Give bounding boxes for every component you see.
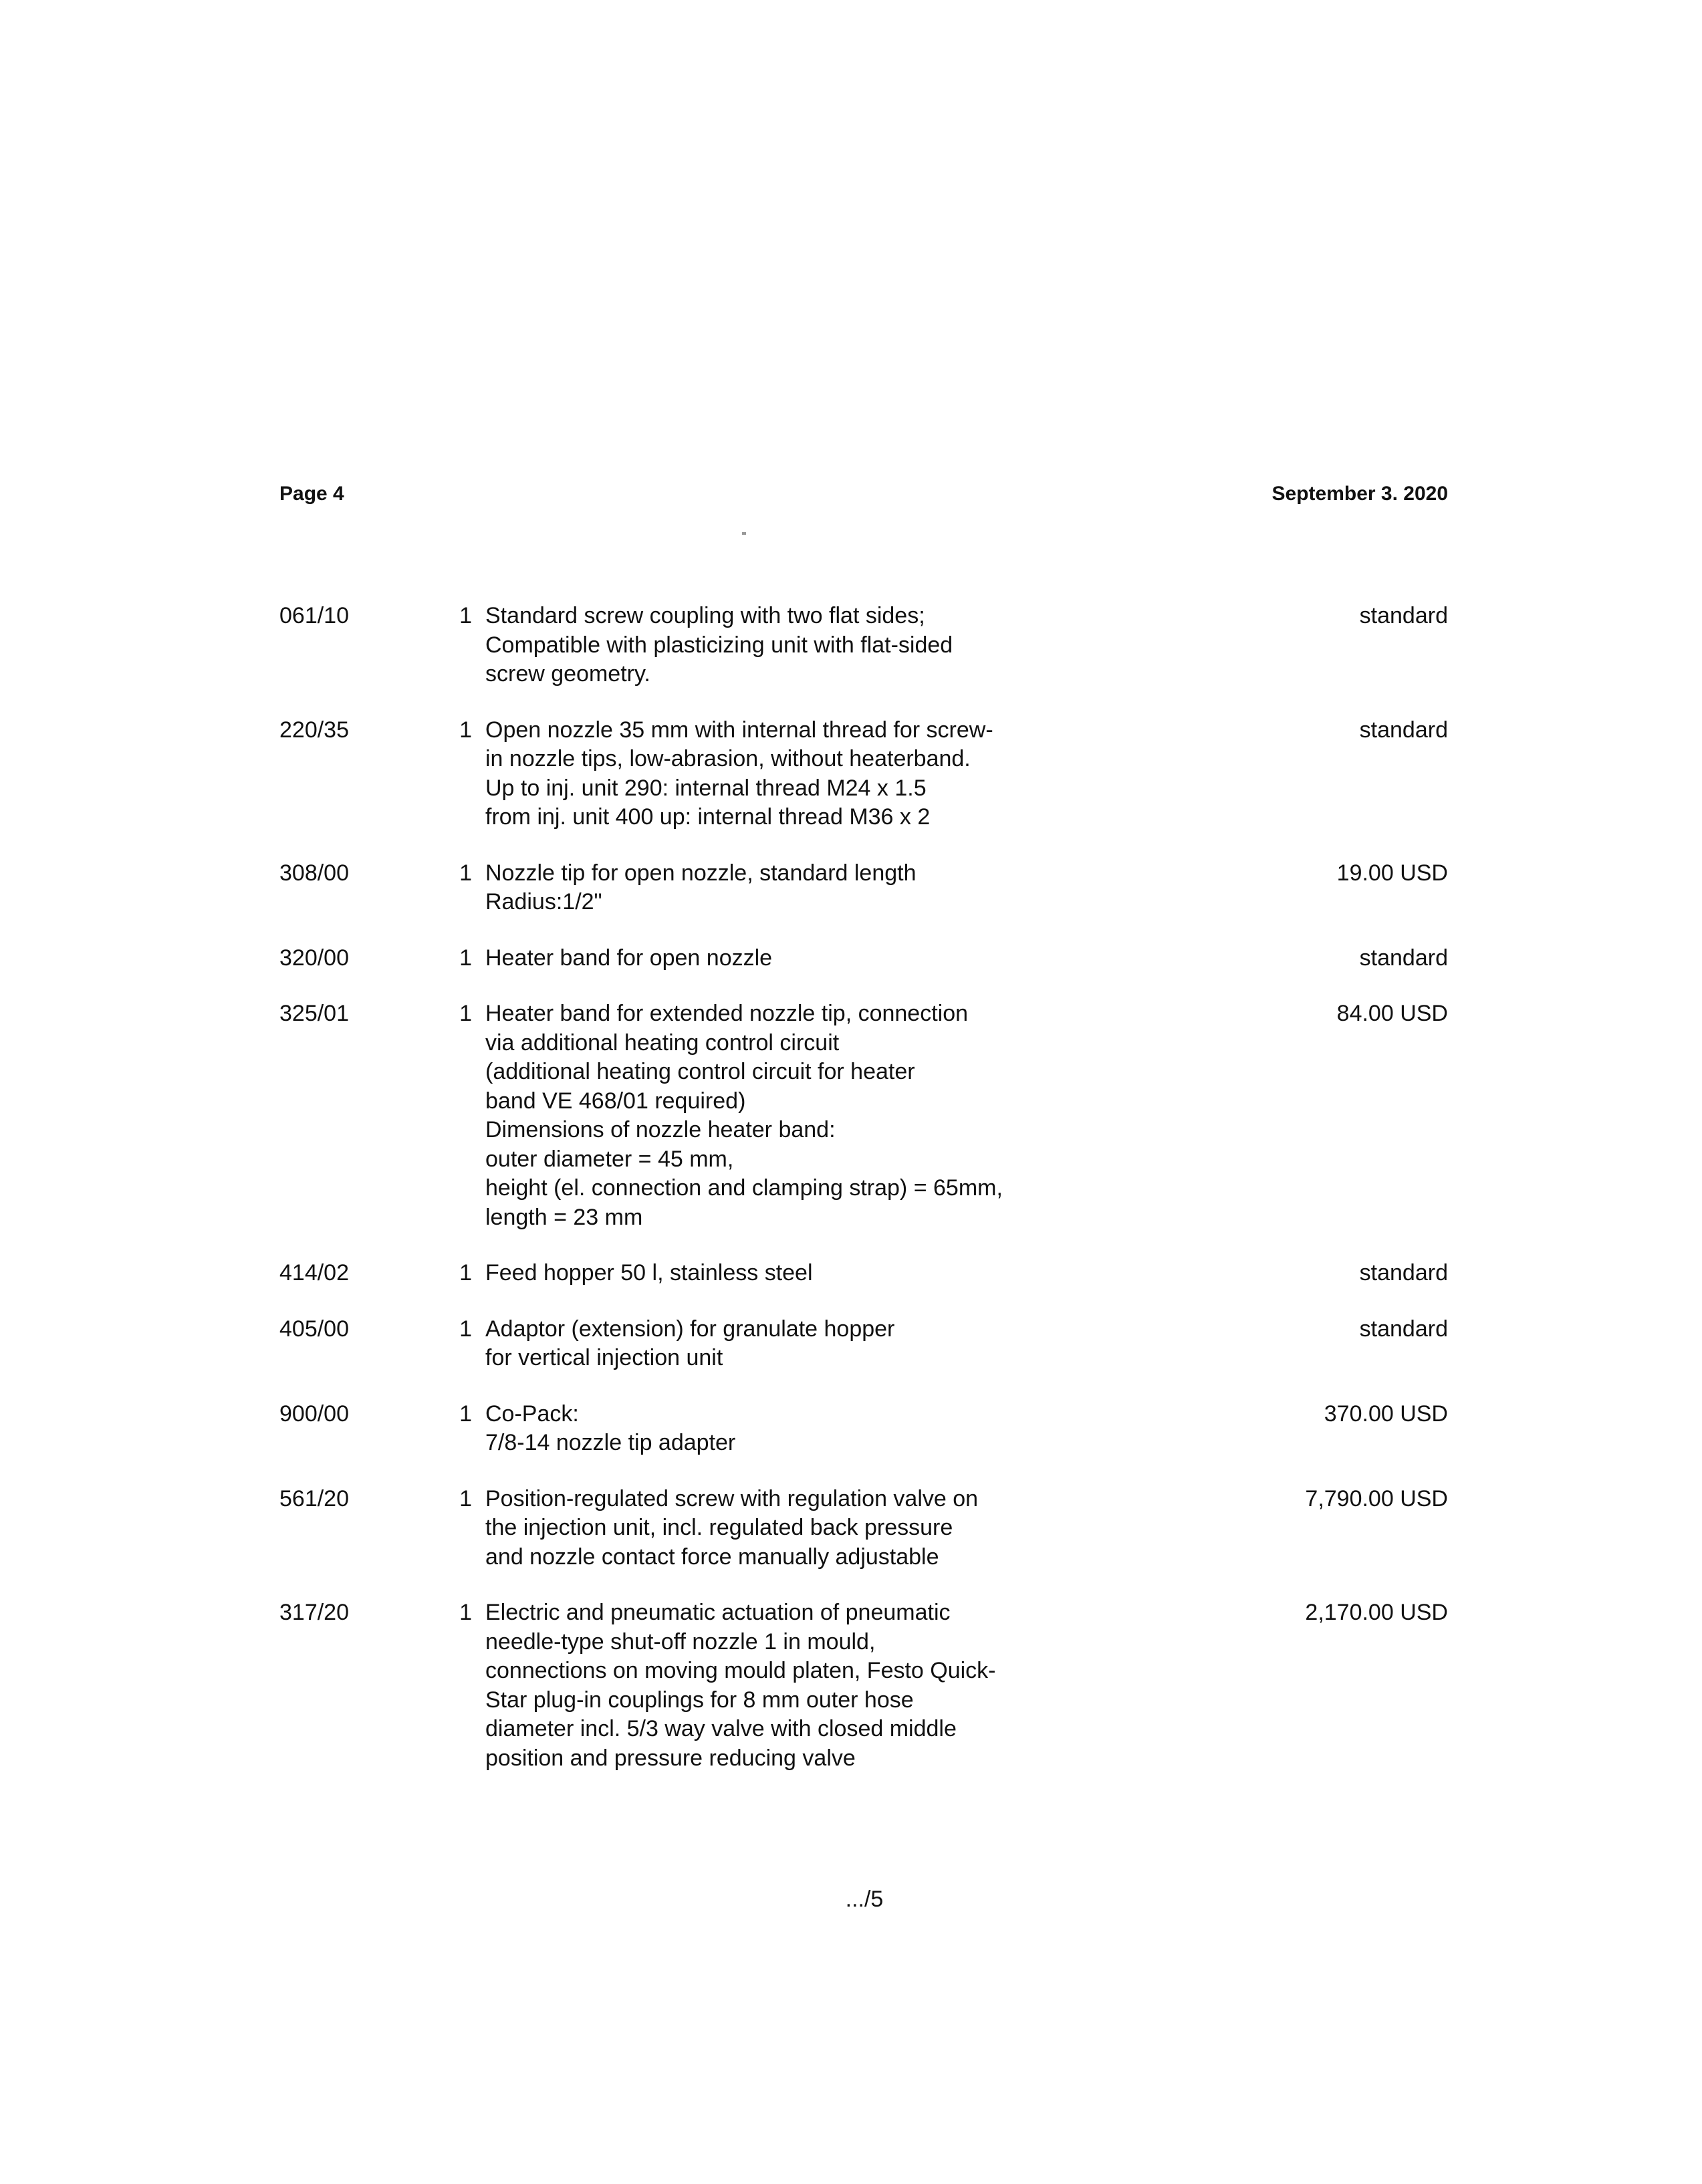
- item-price: standard: [1359, 1260, 1448, 1286]
- item-description: [485, 999, 1074, 1232]
- item-quantity: 1: [459, 860, 472, 886]
- description-line: from inj. unit 400 up: internal thread M36 x 2: [485, 804, 931, 830]
- line-items-list: [279, 602, 1448, 1773]
- item-price: 370.00 USD: [1324, 1401, 1448, 1427]
- description-line: in nozzle tips, low-abrasion, without heaterband.: [485, 746, 971, 771]
- description-line: Dimensions of nozzle heater band:: [485, 1117, 836, 1142]
- description-line: Star plug-in couplings for 8 mm outer hose: [485, 1687, 914, 1713]
- item-price: 2,170.00 USD: [1305, 1600, 1448, 1625]
- item-price: standard: [1359, 945, 1448, 971]
- description-line: Open nozzle 35 mm with internal thread for screw-: [485, 717, 993, 743]
- item-quantity: 1: [459, 1485, 472, 1511]
- description-line: Co-Pack:: [485, 1401, 579, 1427]
- item-quantity: 1: [459, 945, 472, 971]
- item-price: 84.00 USD: [1336, 1001, 1448, 1026]
- item-description: [485, 1485, 1074, 1572]
- description-line: band VE 468/01 required): [485, 1088, 746, 1114]
- item-code: 414/02: [279, 1260, 349, 1286]
- item-description: [485, 1315, 1074, 1373]
- description-line: Standard screw coupling with two flat sides;: [485, 603, 925, 628]
- description-line: (additional heating control circuit for heater: [485, 1059, 915, 1084]
- description-line: Electric and pneumatic actuation of pneumatic: [485, 1600, 951, 1625]
- item-price: 7,790.00 USD: [1305, 1485, 1448, 1511]
- line-item: [279, 1400, 1448, 1458]
- item-quantity: 1: [459, 1401, 472, 1427]
- line-item: [279, 1485, 1448, 1572]
- item-code: 900/00: [279, 1401, 349, 1427]
- line-item: [279, 859, 1448, 917]
- description-line: Heater band for open nozzle: [485, 945, 773, 971]
- item-quantity: 1: [459, 1001, 472, 1026]
- item-description: [485, 944, 1074, 973]
- description-line: height (el. connection and clamping strap) = 65mm,: [485, 1175, 1003, 1201]
- continuation-marker: .../5: [845, 1887, 884, 1912]
- item-quantity: 1: [459, 1316, 472, 1342]
- line-item: [279, 1315, 1448, 1373]
- item-code: 320/00: [279, 945, 349, 971]
- description-line: diameter incl. 5/3 way valve with closed middle: [485, 1716, 957, 1741]
- description-line: for vertical injection unit: [485, 1345, 723, 1370]
- item-description: [485, 1400, 1074, 1458]
- item-code: 220/35: [279, 717, 349, 743]
- item-price: 19.00 USD: [1336, 860, 1448, 886]
- item-price: standard: [1359, 603, 1448, 628]
- line-item: [279, 999, 1448, 1232]
- description-line: Adaptor (extension) for granulate hopper: [485, 1316, 895, 1342]
- item-quantity: 1: [459, 1260, 472, 1286]
- item-code: 317/20: [279, 1600, 349, 1625]
- description-line: Up to inj. unit 290: internal thread M24 x 1.5: [485, 775, 927, 801]
- line-item: [279, 1259, 1448, 1288]
- item-price: standard: [1359, 1316, 1448, 1342]
- item-quantity: 1: [459, 603, 472, 628]
- item-code: 405/00: [279, 1316, 349, 1342]
- scan-speck: [742, 532, 746, 535]
- description-line: screw geometry.: [485, 661, 650, 687]
- description-line: connections on moving mould platen, Festo Quick-: [485, 1658, 996, 1683]
- description-line: Compatible with plasticizing unit with flat-sided: [485, 632, 953, 658]
- description-line: Radius:1/2": [485, 889, 602, 915]
- line-item: [279, 602, 1448, 689]
- page-number: Page 4: [279, 483, 344, 505]
- description-line: Nozzle tip for open nozzle, standard length: [485, 860, 917, 886]
- item-description: [485, 602, 1074, 689]
- description-line: position and pressure reducing valve: [485, 1745, 856, 1771]
- description-line: via additional heating control circuit: [485, 1029, 840, 1056]
- item-quantity: 1: [459, 1600, 472, 1625]
- item-description: [485, 859, 1074, 917]
- document-date: September 3. 2020: [1271, 483, 1448, 505]
- item-description: [485, 1259, 1074, 1288]
- description-line: the injection unit, incl. regulated back pressure: [485, 1515, 953, 1540]
- description-line: and nozzle contact force manually adjustable: [485, 1544, 939, 1570]
- item-price: standard: [1359, 717, 1448, 743]
- item-description: [485, 1598, 1074, 1773]
- line-item: [279, 716, 1448, 832]
- line-item: [279, 1598, 1448, 1773]
- line-item: [279, 944, 1448, 973]
- description-line: length = 23 mm: [485, 1204, 643, 1230]
- description-line: needle-type shut-off nozzle 1 in mould,: [485, 1628, 876, 1655]
- description-line: Position-regulated screw with regulation valve on: [485, 1485, 979, 1511]
- description-line: 7/8-14 nozzle tip adapter: [485, 1430, 736, 1455]
- description-line: outer diameter = 45 mm,: [485, 1146, 734, 1172]
- item-code: 325/01: [279, 1001, 349, 1026]
- item-description: [485, 716, 1074, 832]
- item-quantity: 1: [459, 717, 472, 743]
- item-code: 561/20: [279, 1485, 349, 1511]
- description-line: Feed hopper 50 l, stainless steel: [485, 1260, 813, 1286]
- description-line: Heater band for extended nozzle tip, connection: [485, 1001, 969, 1026]
- item-code: 061/10: [279, 603, 349, 628]
- item-code: 308/00: [279, 860, 349, 886]
